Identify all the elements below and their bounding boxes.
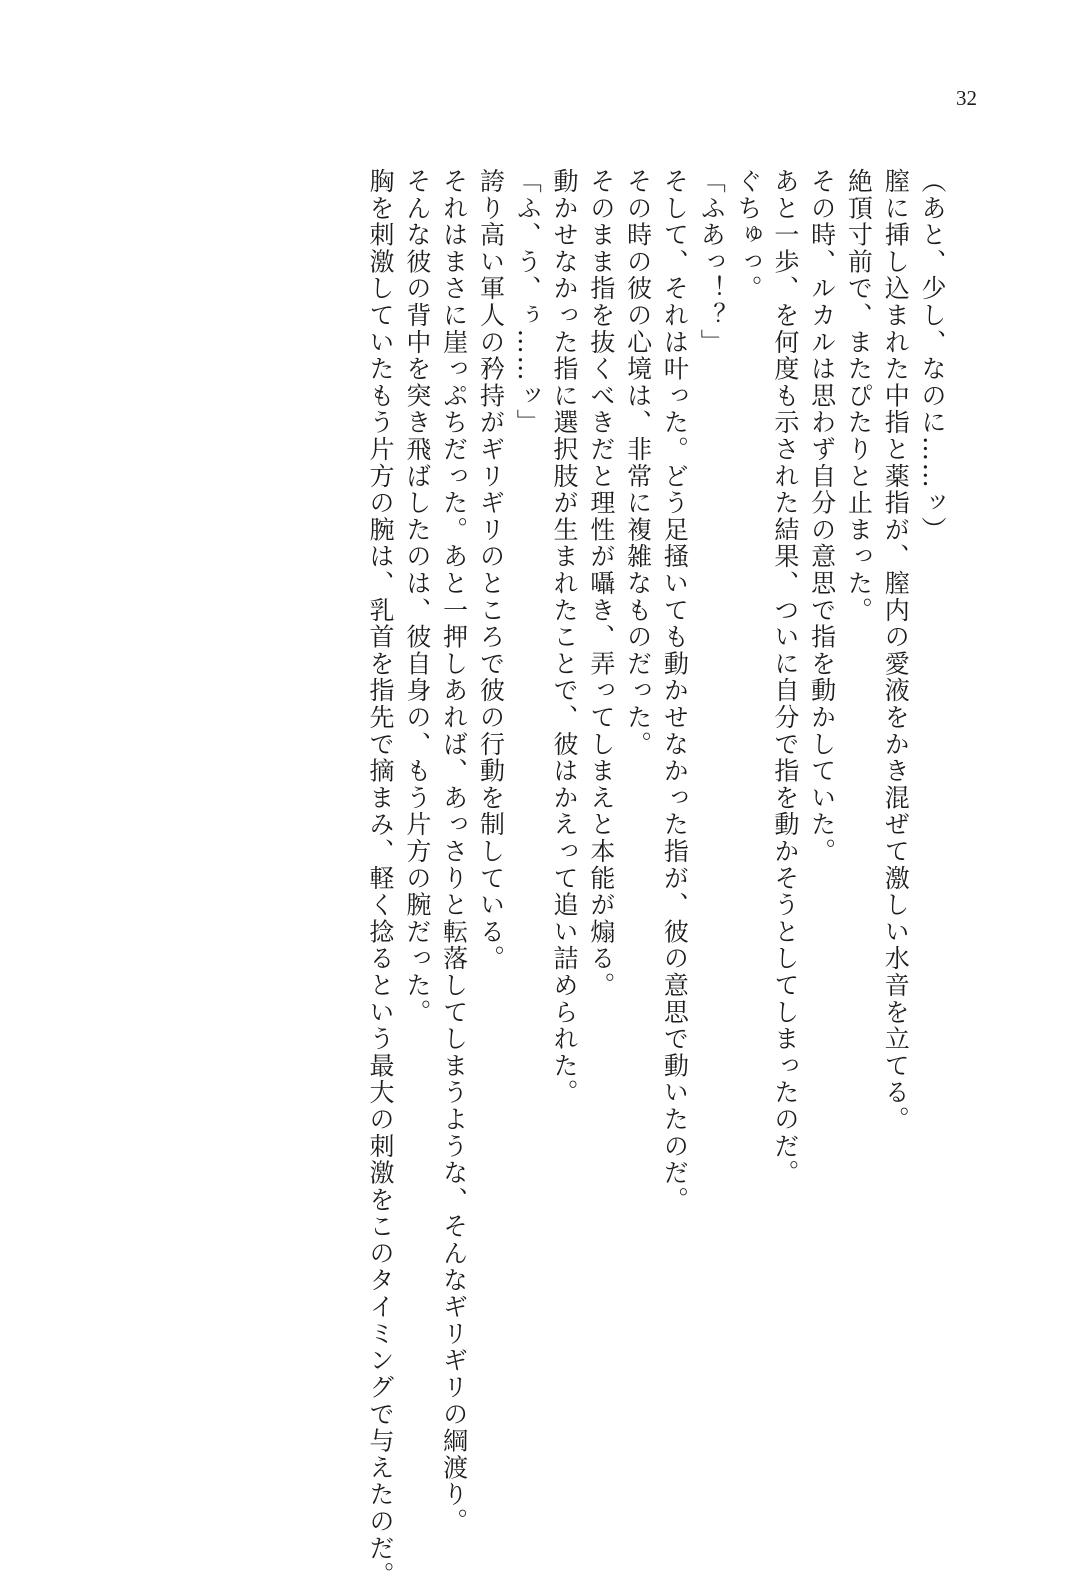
text-line: （あと、少し、なのに……ッ） (918, 168, 947, 544)
text-line: 「ふあっ！？」 (697, 168, 727, 356)
text-line: それはまさに崖っぷちだった。あと一押しあれば、あっさりと転落してしまうような、そんなギリギリの綱渡り。 (439, 168, 469, 1535)
text-line: 胸を刺激していたもう片方の腕は、乳首を指先で摘まみ、軽く捻るという最大の刺激をこのタイミングで与えたのだ。 (366, 168, 396, 1588)
text-line: あと一歩、を何度も示された結果、ついに自分で指を動かそうとしてしまったのだ。 (770, 168, 800, 1187)
text-line: そんな彼の背中を突き飛ばしたのは、彼自身の、もう片方の腕だった。 (402, 168, 432, 1026)
text-line: 動かせなかった指に選択肢が生まれたことで、彼はかえって追い詰められた。 (550, 168, 580, 1106)
text-line: ぐちゅっ。 (734, 168, 764, 302)
text-line: 膣に挿し込まれた中指と薬指が、膣内の愛液をかき混ぜて激しい水音を立てる。 (881, 168, 911, 1133)
page-number: 32 (956, 86, 977, 110)
text-line: その時、ルカルは思わず自分の意思で指を動かしていた。 (807, 168, 837, 865)
body-text (361, 168, 950, 1588)
text-line: そして、それは叶った。どう足掻いても動かせなかった指が、彼の意思で動いたのだ。 (660, 168, 690, 1214)
text-line: 誇り高い軍人の矜持がギリギリのところで彼の行動を制している。 (476, 168, 506, 972)
text-line: その時の彼の心境は、非常に複雑なものだった。 (623, 168, 653, 758)
text-line: そのまま指を抜くべきだと理性が囁き、弄ってしまえと本能が煽る。 (586, 168, 616, 999)
text-line: 絶頂寸前で、またぴたりと止まった。 (844, 168, 874, 624)
text-line: 「ふ、う、ぅ……ッ」 (513, 168, 543, 436)
